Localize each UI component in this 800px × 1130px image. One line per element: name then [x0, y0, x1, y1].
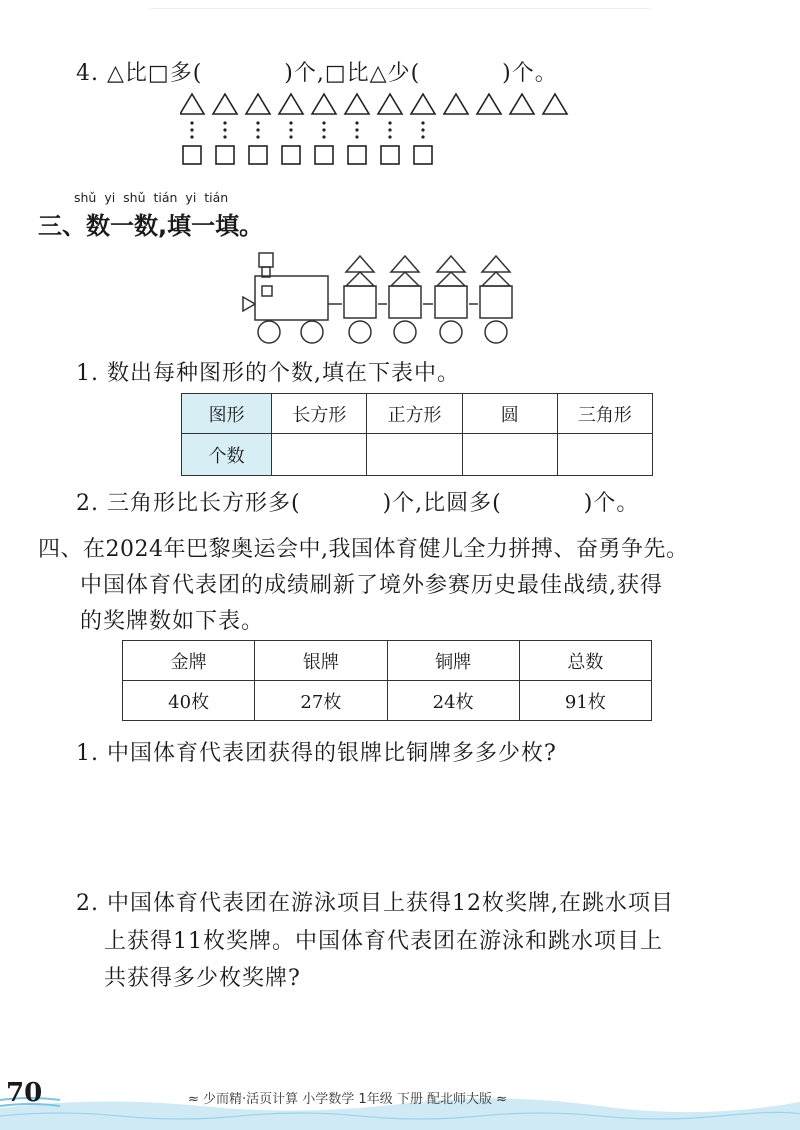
- table-row-label: 个数: [182, 434, 272, 476]
- connector-dot: [289, 128, 292, 131]
- connector-dot: [322, 121, 325, 124]
- connector-dot: [190, 128, 193, 131]
- connector-dot: [322, 128, 325, 131]
- train-car-2: [389, 256, 421, 318]
- square-icon: [381, 146, 399, 164]
- footer-text: ≈ 少而精·活页计算 小学数学 1年级 下册 配北师大版 ≈: [188, 1092, 507, 1107]
- connector-dot: [421, 128, 424, 131]
- q4-label: 4.: [76, 61, 99, 86]
- connector-dot: [355, 121, 358, 124]
- section3-pinyin: shǔ yi shǔ tián yi tián: [74, 190, 229, 205]
- section4-q1: 1. 中国体育代表团获得的银牌比铜牌多多少枚?: [76, 741, 557, 766]
- triangle-icon: [477, 94, 501, 114]
- connector-dot: [256, 128, 259, 131]
- square-icon: [216, 146, 234, 164]
- table-header-cell: 圆: [462, 394, 557, 434]
- triangle-icon: [444, 94, 468, 114]
- train-car-4: [480, 256, 512, 318]
- section3-q2-part1: 2. 三角形比长方形多(: [76, 491, 301, 516]
- window-square: [262, 286, 272, 296]
- section3-title: 三、数一数,填一填。: [38, 212, 264, 240]
- front-triangle: [243, 297, 255, 311]
- triangle-icon: [279, 94, 303, 114]
- q4-part2: )个,□比△少(: [284, 61, 421, 86]
- train-car-3: [435, 256, 467, 318]
- connector-dot: [256, 121, 259, 124]
- connector-dot: [388, 135, 391, 138]
- section4-q1-answer-area[interactable]: [76, 775, 716, 875]
- chimney-square: [259, 253, 273, 267]
- connector-dot: [223, 121, 226, 124]
- connector-dot: [289, 135, 292, 138]
- connector-dot: [421, 121, 424, 124]
- triangle-icon: [345, 94, 369, 114]
- medal-header-cell: 银牌: [255, 641, 387, 681]
- connector-dot: [289, 121, 292, 124]
- wheel: [485, 321, 507, 343]
- page-number: 70: [6, 1078, 43, 1108]
- wheel: [394, 321, 416, 343]
- section3-q2: [76, 486, 639, 517]
- section4-q2-line3: 共获得多少枚奖牌?: [104, 966, 301, 991]
- train-car-1: [344, 256, 376, 318]
- connector-dot: [256, 135, 259, 138]
- table-header-cell: 三角形: [557, 394, 652, 434]
- triangle-icon: [180, 94, 204, 114]
- wheel: [258, 321, 280, 343]
- square-icon: [183, 146, 201, 164]
- triangle-icon: [312, 94, 336, 114]
- section3-q2-part3: )个。: [583, 491, 640, 516]
- section4-q2-line2: 上获得11枚奖牌。中国体育代表团在游泳和跳水项目上: [104, 929, 663, 954]
- section4-q2-answer-area[interactable]: [76, 1000, 716, 1070]
- wheel: [301, 321, 323, 343]
- section4-line3: 的奖牌数如下表。: [80, 609, 265, 634]
- medal-value-cell: 24枚: [387, 681, 519, 721]
- triangle-icon: [378, 94, 402, 114]
- connector-dot: [355, 135, 358, 138]
- square-icon: [282, 146, 300, 164]
- square-icon: [315, 146, 333, 164]
- medal-header-cell: 总数: [519, 641, 651, 681]
- answer-cell[interactable]: [557, 434, 652, 476]
- medal-table: [122, 640, 652, 721]
- q4-part3: )个。: [502, 61, 558, 86]
- medal-value-cell: 27枚: [255, 681, 387, 721]
- connector-dot: [223, 135, 226, 138]
- square-icon: [249, 146, 267, 164]
- connector-dot: [388, 128, 391, 131]
- triangle-icon: [543, 94, 567, 114]
- triangle-icon: [213, 94, 237, 114]
- shape-count-table: [181, 393, 653, 476]
- engine-rectangle: [255, 276, 328, 320]
- square-icon: [414, 146, 432, 164]
- triangle-icon: [510, 94, 534, 114]
- connector-dot: [190, 121, 193, 124]
- wheel: [349, 321, 371, 343]
- connector-dot: [421, 135, 424, 138]
- table-header-cell: 正方形: [367, 394, 462, 434]
- answer-cell[interactable]: [462, 434, 557, 476]
- triangle-icon: [246, 94, 270, 114]
- connector-dot: [388, 121, 391, 124]
- section4-q2-line1: 2. 中国体育代表团在游泳项目上获得12枚奖牌,在跳水项目: [76, 891, 674, 916]
- connector-dot: [355, 128, 358, 131]
- answer-cell[interactable]: [367, 434, 462, 476]
- medal-value-cell: 91枚: [519, 681, 651, 721]
- answer-cell[interactable]: [272, 434, 367, 476]
- section3-q2-part2: )个,比圆多(: [382, 491, 502, 516]
- medal-header-cell: 金牌: [123, 641, 255, 681]
- wheel: [440, 321, 462, 343]
- table-header-cell: 图形: [182, 394, 272, 434]
- train-figure: [240, 248, 540, 348]
- connector-dot: [322, 135, 325, 138]
- medal-header-cell: 铜牌: [387, 641, 519, 681]
- top-rule: [150, 8, 650, 9]
- square-icon: [348, 146, 366, 164]
- section3-q1: 1. 数出每种图形的个数,填在下表中。: [76, 361, 460, 386]
- q4-part1: △比□多(: [107, 61, 203, 86]
- connector-dot: [223, 128, 226, 131]
- triangle-icon: [411, 94, 435, 114]
- q4-shapes-figure: [180, 90, 580, 170]
- section4-line2: 中国体育代表团的成绩刷新了境外参赛历史最佳战绩,获得: [80, 573, 663, 598]
- connector-dot: [190, 135, 193, 138]
- table-header-cell: 长方形: [272, 394, 367, 434]
- section4-line1: 四、在2024年巴黎奥运会中,我国体育健儿全力拼搏、奋勇争先。: [38, 537, 689, 562]
- q4-text: [76, 56, 558, 87]
- medal-value-cell: 40枚: [123, 681, 255, 721]
